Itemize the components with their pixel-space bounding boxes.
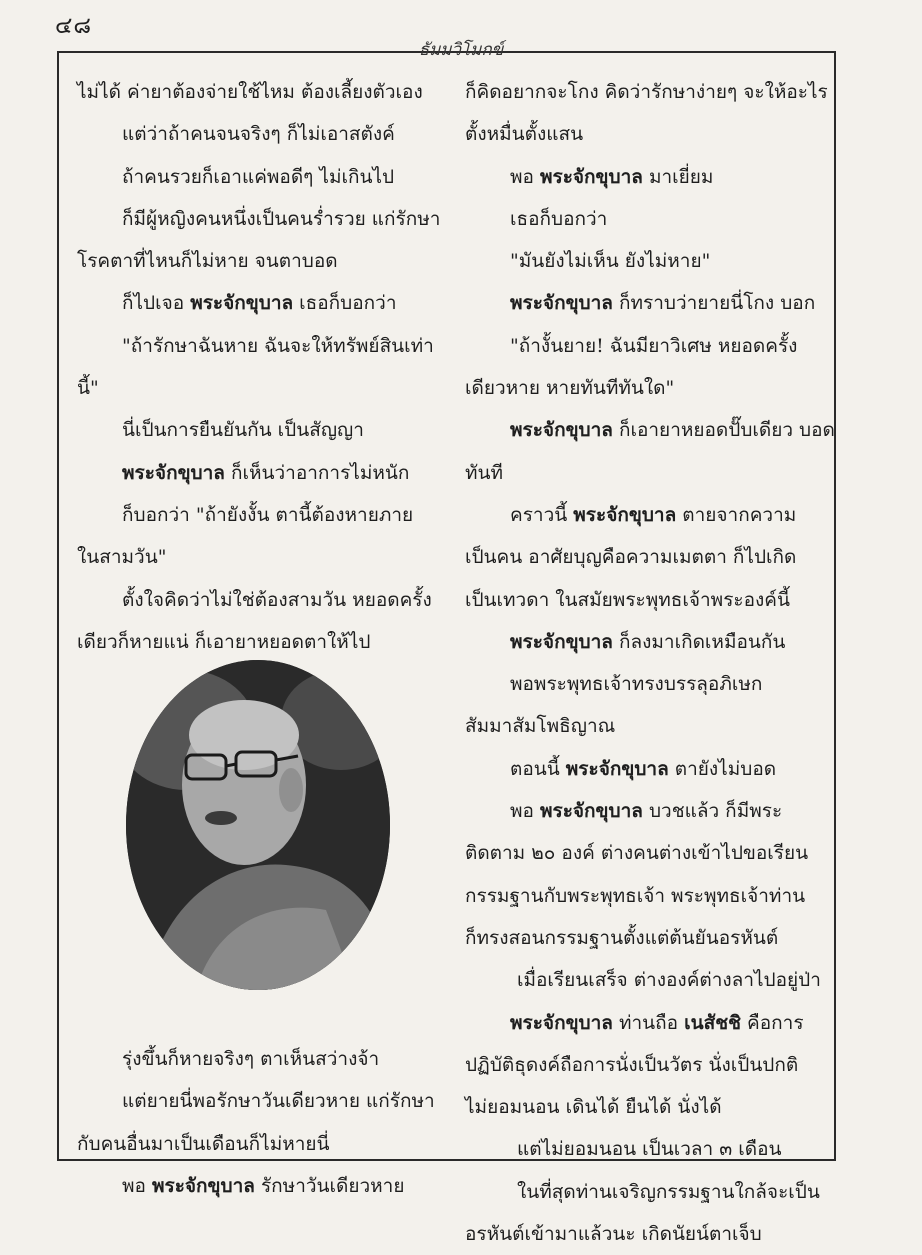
- text-line: เดียวหาย หายทันทีทันใด": [465, 377, 675, 400]
- emphasized-name: พระจักขุบาล: [510, 630, 613, 653]
- text-line: "ถ้างั้นยาย! ฉันมียาวิเศษ หยอดครั้ง: [510, 334, 798, 357]
- text-line: ตั้งใจคิดว่าไม่ใช่ต้องสามวัน หยอดครั้ง: [122, 588, 432, 611]
- text-line: ก็คิดอยากจะโกง คิดว่ารักษาง่ายๆ จะให้อะไร: [465, 81, 828, 103]
- emphasized-name: พระจักขุบาล: [565, 757, 669, 780]
- monk-portrait-photo: [126, 660, 390, 990]
- emphasized-name: พระจักขุบาล: [539, 165, 643, 188]
- text-line: กรรมฐานกับพระพุทธเจ้า พระพุทธเจ้าท่าน: [465, 884, 806, 907]
- running-header: ธัมมวิโมกข์: [418, 40, 504, 60]
- emphasized-name: พระจักขุบาล: [122, 461, 225, 484]
- emphasized-name: พระจักขุบาล: [510, 292, 613, 315]
- text-line: ก็ทรงสอนกรรมฐานตั้งแต่ต้นยันอรหันต์: [465, 926, 779, 949]
- text-line: ในที่สุดท่านเจริญกรรมฐานใกล้จะเป็น: [517, 1180, 820, 1203]
- text-line: สัมมาสัมโพธิญาณ: [465, 715, 616, 738]
- text-line: ในสามวัน": [77, 546, 167, 569]
- text-line: ปฏิบัติธุดงค์ถือการนั่งเป็นวัตร นั่งเป็นปกติ: [465, 1053, 799, 1076]
- page-number: ๔๘: [55, 13, 93, 39]
- left-column: [77, 71, 447, 663]
- text-line: "มันยังไม่เห็น ยังไม่หาย": [510, 250, 711, 273]
- text-line: อรหันต์เข้ามาแล้วนะ เกิดนัยน์ตาเจ็บ: [465, 1223, 762, 1246]
- text-line: ก็ไปเจอ พระจักขุบาล เธอก็บอกว่า: [122, 292, 397, 315]
- emphasized-name: พระจักขุบาล: [510, 419, 613, 442]
- text-line: ทันที: [465, 461, 504, 484]
- text-line: พระจักขุบาล ก็เห็นว่าอาการไม่หนัก: [122, 461, 410, 484]
- text-line: นี้": [77, 377, 99, 400]
- text-line: แต่ไม่ยอมนอน เป็นเวลา ๓ เดือน: [517, 1138, 782, 1161]
- emphasized-name: พระจักขุบาล: [151, 1174, 255, 1197]
- emphasized-name: พระจักขุบาล: [573, 503, 677, 526]
- text-line: พอ พระจักขุบาล มาเยี่ยม: [510, 165, 714, 188]
- text-line: ถ้าคนรวยก็เอาแค่พอดีๆ ไม่เกินไป: [122, 165, 395, 188]
- text-line: เธอก็บอกว่า: [510, 207, 608, 230]
- text-line: กับคนอื่นมาเป็นเดือนก็ไม่หายนี่: [77, 1132, 330, 1155]
- text-line: ไม่ยอมนอน เดินได้ ยืนได้ นั่งได้: [465, 1096, 722, 1119]
- text-line: เดียวก็หายแน่ ก็เอายาหยอดตาให้ไป: [77, 630, 371, 653]
- text-line: ตอนนี้ พระจักขุบาล ตายังไม่บอด: [510, 757, 777, 780]
- emphasized-name: พระจักขุบาล: [539, 800, 643, 823]
- emphasized-name: พระจักขุบาล: [190, 292, 294, 315]
- text-line: ติดตาม ๒๐ องค์ ต่างคนต่างเข้าไปขอเรียน: [465, 842, 809, 865]
- emphasized-name: พระจักขุบาล: [510, 1011, 613, 1034]
- text-line: เป็นคน อาศัยบุญคือความเมตตา ก็ไปเกิด: [465, 546, 797, 569]
- text-line: เป็นเทวดา ในสมัยพระพุทธเจ้าพระองค์นี้: [465, 588, 790, 611]
- text-line: ก็มีผู้หญิงคนหนึ่งเป็นคนร่ำรวย แก่รักษา: [122, 207, 441, 230]
- text-line: โรคตาที่ไหนก็ไม่หาย จนตาบอด: [77, 250, 338, 273]
- text-line: พระจักขุบาล ก็ลงมาเกิดเหมือนกัน: [510, 630, 786, 653]
- text-line: พระจักขุบาล ท่านถือ เนสัชชิ คือการ: [510, 1011, 804, 1034]
- text-line: รุ่งขึ้นก็หายจริงๆ ตาเห็นสว่างจ้า: [122, 1048, 380, 1070]
- text-line: คราวนี้ พระจักขุบาล ตายจากความ: [510, 503, 797, 526]
- portrait-icon: [126, 660, 390, 990]
- text-line: แต่ว่าถ้าคนจนจริงๆ ก็ไม่เอาสตังค์: [122, 123, 395, 146]
- emphasized-name: เนสัชชิ: [684, 1011, 741, 1034]
- text-line: ก็บอกว่า "ถ้ายังงั้น ตานี้ต้องหายภาย: [122, 503, 414, 526]
- right-column: [465, 71, 835, 1255]
- text-line: พอพระพุทธเจ้าทรงบรรลุอภิเษก: [510, 673, 763, 696]
- text-line: นี่เป็นการยืนยันกัน เป็นสัญญา: [122, 419, 364, 442]
- text-line: ตั้งหมื่นตั้งแสน: [465, 123, 584, 146]
- left-column-bottom: [77, 1038, 447, 1207]
- text-line: พระจักขุบาล ก็ทราบว่ายายนี่โกง บอก: [510, 292, 816, 315]
- text-line: แต่ยายนี่พอรักษาวันเดียวหาย แก่รักษา: [122, 1090, 435, 1113]
- text-line: พอ พระจักขุบาล รักษาวันเดียวหาย: [122, 1174, 405, 1197]
- text-line: พระจักขุบาล ก็เอายาหยอดปั๊บเดียว บอด: [510, 419, 835, 442]
- text-line: เมื่อเรียนเสร็จ ต่างองค์ต่างลาไปอยู่ป่า: [517, 969, 821, 992]
- text-line: "ถ้ารักษาฉันหาย ฉันจะให้ทรัพย์สินเท่า: [122, 334, 434, 357]
- text-line: ไม่ได้ ค่ายาต้องจ่ายใช้ไหม ต้องเลี้ยงตัวเอง: [77, 81, 423, 103]
- text-line: พอ พระจักขุบาล บวชแล้ว ก็มีพระ: [510, 800, 783, 823]
